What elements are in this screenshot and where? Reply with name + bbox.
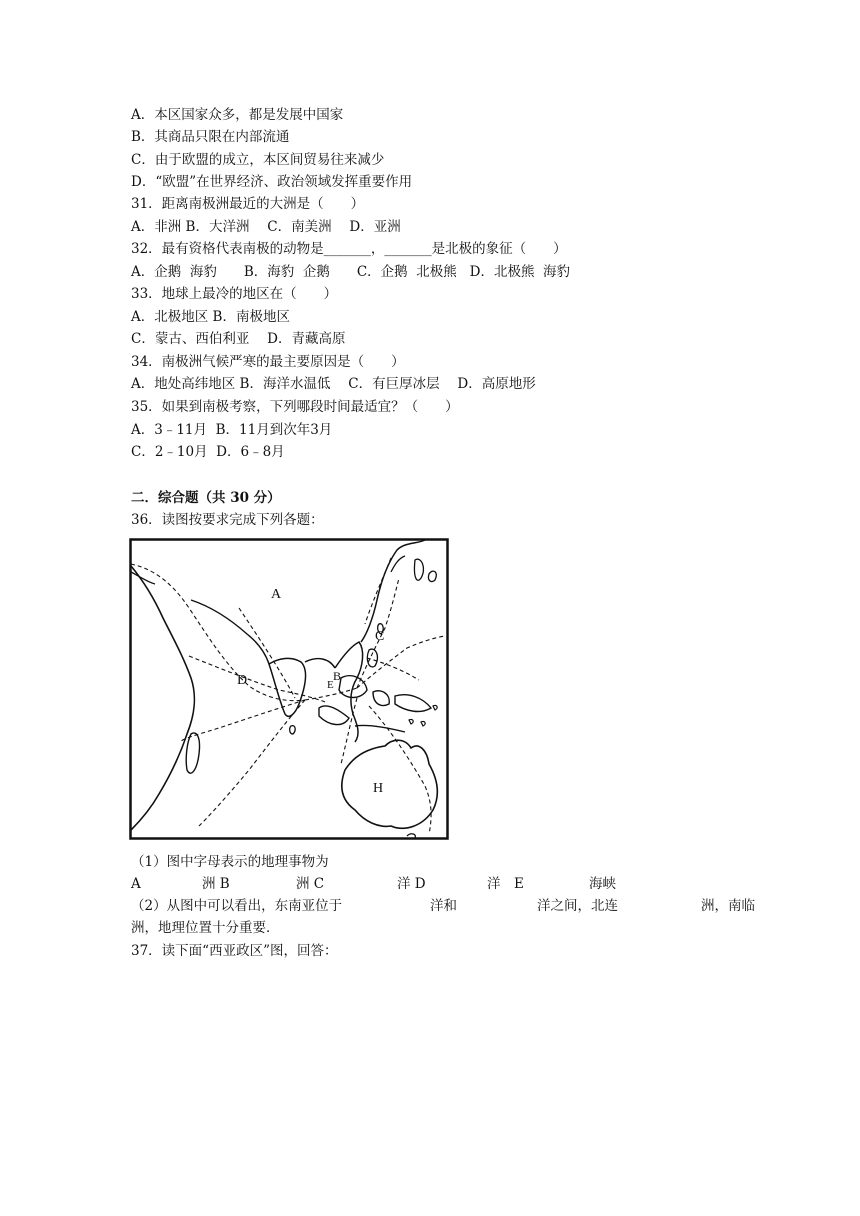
q33-options-2: C．蒙古、西伯利亚 D．青藏高原 [131, 331, 346, 347]
q31-stem: 31．距离南极洲最近的大洲是（ ） [131, 196, 365, 212]
q36-part2-line2: 洲，地理位置十分重要． [131, 920, 280, 936]
map-label-c: C [375, 629, 385, 644]
q30-option-d: D．“欧盟”在世界经济、政治领域发挥重要作用 [131, 174, 413, 190]
q31-options: A．非洲 B．大洋洲 C．南美洲 D．亚洲 [131, 219, 401, 235]
southeast-asia-map [129, 538, 449, 840]
q32-stem: 32．最有资格代表南极的动物是_______，_______是北极的象征（ ） [131, 241, 567, 257]
blank-label-e: 洋 E [487, 876, 524, 892]
blank-label-a: A [131, 876, 141, 892]
map-label-h: H [373, 781, 384, 796]
map-label-e: E [327, 679, 334, 691]
blank-label-c: 洲 C [296, 876, 325, 892]
q33-options-1: A．北极地区 B．南极地区 [131, 309, 290, 325]
blank-label-b: 洲 B [202, 876, 230, 892]
blank-label-strait: 海峡 [589, 876, 616, 892]
q36-part1-blanks [131, 874, 731, 894]
q33-stem: 33．地球上最冷的地区在（ ） [131, 286, 338, 302]
q37-stem: 37．读下面“西亚政区”图，回答： [131, 943, 338, 959]
q35-stem: 35．如果到南极考察，下列哪段时间最适宜？（ ） [131, 399, 459, 415]
q35-options-2: C．2﹣10月 D．6﹣8月 [131, 444, 285, 460]
blank-label-d: 洋 D [397, 876, 426, 892]
q34-options: A．地处高纬地区 B．海洋水温低 C．有巨厚冰层 D．高原地形 [131, 376, 536, 392]
q32-options: A．企鹅 海豹 B．海豹 企鹅 C．企鹅 北极熊 D．北极熊 海豹 [131, 264, 571, 280]
q36-part1-stem: （1）图中字母表示的地理事物为 [131, 854, 329, 870]
q36-stem: 36．读图按要求完成下列各题： [131, 512, 324, 528]
section-2-title: 二．综合题（共 30 分） [131, 490, 281, 506]
q30-option-a: A．本区国家众多，都是发展中国家 [131, 107, 344, 123]
q34-stem: 34．南极洲气候严寒的最主要原因是（ ） [131, 354, 405, 370]
q35-options-1: A．3﹣11月 B．11月到次年3月 [131, 422, 333, 438]
q30-option-b: B．其商品只限在内部流通 [131, 129, 290, 145]
map-label-d: D [237, 673, 248, 688]
q36-part2-line1: （2）从图中可以看出，东南亚位于 洋和 洋之间，北连 洲，南临 [131, 898, 755, 914]
map-label-a: A [271, 587, 282, 602]
map-label-b: B [333, 669, 342, 683]
q30-option-c: C．由于欧盟的成立，本区间贸易往来减少 [131, 152, 385, 168]
